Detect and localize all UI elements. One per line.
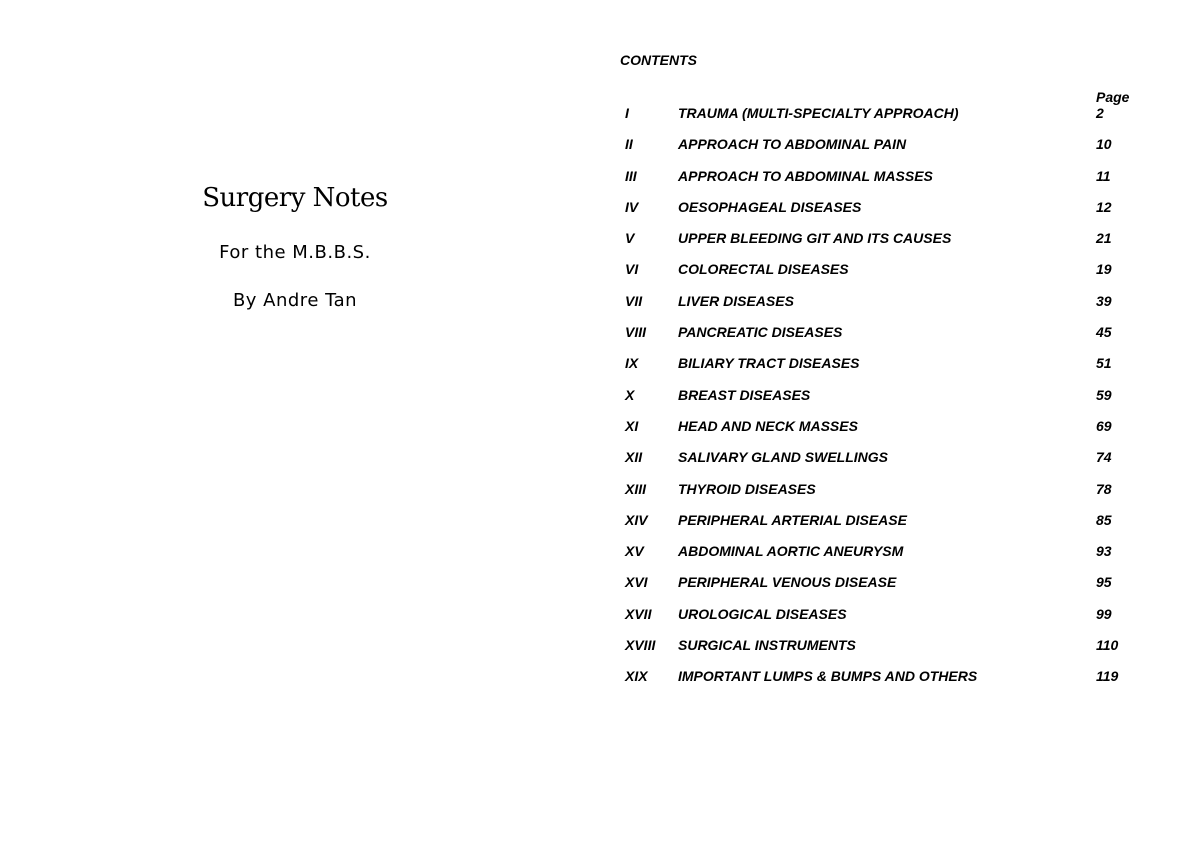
toc-entry-title: APPROACH TO ABDOMINAL PAIN (678, 136, 907, 153)
book-title: Surgery Notes (202, 183, 388, 213)
toc-entry-page: 51 (1096, 355, 1112, 372)
toc-entry-page: 21 (1096, 230, 1112, 247)
toc-entry-page: 110 (1096, 637, 1119, 654)
toc-entry-page: 74 (1096, 449, 1112, 466)
toc-entry (625, 353, 1165, 384)
toc-entry-page: 69 (1096, 417, 1112, 434)
toc-entry (625, 572, 1165, 603)
table-of-contents (625, 103, 1165, 698)
toc-entry (625, 385, 1165, 416)
toc-entry-title: PERIPHERAL ARTERIAL DISEASE (678, 511, 907, 528)
toc-entry-number: XVI (625, 574, 648, 591)
toc-entry (625, 604, 1165, 635)
toc-entry-page: 10 (1096, 136, 1112, 153)
toc-entry (625, 291, 1165, 322)
toc-entry-page: 12 (1096, 198, 1112, 215)
toc-entry-title: PANCREATIC DISEASES (678, 324, 843, 341)
toc-entry-title: SURGICAL INSTRUMENTS (678, 637, 856, 654)
toc-entry-number: I (625, 105, 629, 121)
toc-entry (625, 541, 1165, 572)
toc-entry-number: XIII (625, 480, 647, 497)
toc-entry-title: UPPER BLEEDING GIT AND ITS CAUSES (678, 230, 952, 247)
toc-entry-title: APPROACH TO ABDOMINAL MASSES (678, 167, 933, 184)
toc-entry (625, 666, 1165, 697)
toc-entry (625, 259, 1165, 290)
toc-entry-page: 95 (1096, 574, 1112, 591)
toc-entry-title: BILIARY TRACT DISEASES (678, 355, 860, 372)
toc-entry-page: 99 (1096, 605, 1112, 622)
page-column-header: Page (1096, 89, 1130, 105)
toc-entry (625, 635, 1165, 666)
toc-entry-page: 2 (1096, 105, 1104, 121)
toc-entry-number: II (625, 136, 633, 153)
toc-entry-page: 85 (1096, 511, 1112, 528)
toc-entry-title: OESOPHAGEAL DISEASES (678, 198, 862, 215)
toc-entry-number: XVII (625, 605, 652, 622)
toc-entry-page: 119 (1096, 668, 1119, 685)
toc-entry-number: III (625, 167, 637, 184)
toc-entry-number: XIX (625, 668, 648, 685)
toc-entry (625, 479, 1165, 510)
contents-heading: CONTENTS (620, 52, 697, 68)
toc-entry-page: 93 (1096, 543, 1112, 560)
toc-entry-title: LIVER DISEASES (678, 292, 794, 309)
toc-entry-title: THYROID DISEASES (678, 480, 816, 497)
toc-entry-title: SALIVARY GLAND SWELLINGS (678, 449, 889, 466)
toc-entry-title: IMPORTANT LUMPS & BUMPS AND OTHERS (678, 668, 978, 685)
toc-entry-page: 78 (1096, 480, 1112, 497)
toc-entry-number: IX (625, 355, 639, 372)
toc-entry-page: 11 (1096, 167, 1111, 184)
toc-entry (625, 103, 1165, 134)
toc-entry-number: XVIII (625, 637, 656, 654)
toc-entry-number: V (625, 230, 635, 247)
toc-entry (625, 134, 1165, 165)
toc-entry-page: 39 (1096, 292, 1112, 309)
toc-entry-number: XIV (625, 511, 648, 528)
toc-entry-title: UROLOGICAL DISEASES (678, 605, 847, 622)
toc-entry-number: XII (625, 449, 643, 466)
toc-entry-title: ABDOMINAL AORTIC ANEURYSM (678, 543, 904, 560)
toc-entry (625, 416, 1165, 447)
toc-entry-title: HEAD AND NECK MASSES (678, 417, 858, 434)
toc-entry (625, 166, 1165, 197)
book-subtitle: For the M.B.B.S. (219, 242, 371, 263)
toc-entry-title: TRAUMA (MULTI-SPECIALTY APPROACH) (678, 105, 959, 121)
toc-entry-number: VIII (625, 324, 647, 341)
toc-entry-number: VI (625, 261, 639, 278)
toc-entry (625, 447, 1165, 478)
toc-entry-number: XI (625, 417, 639, 434)
book-author: By Andre Tan (232, 290, 358, 311)
toc-entry-number: VII (625, 292, 643, 309)
toc-entry-title: PERIPHERAL VENOUS DISEASE (678, 574, 897, 591)
toc-entry-number: XV (625, 543, 644, 560)
toc-entry-page: 19 (1096, 261, 1112, 278)
toc-entry-page: 45 (1096, 324, 1112, 341)
toc-entry (625, 197, 1165, 228)
toc-entry (625, 322, 1165, 353)
toc-entry-number: IV (625, 198, 639, 215)
toc-entry-page: 59 (1096, 386, 1112, 403)
toc-entry (625, 510, 1165, 541)
toc-entry (625, 228, 1165, 259)
toc-entry-number: X (625, 386, 635, 403)
toc-entry-title: COLORECTAL DISEASES (678, 261, 849, 278)
toc-entry-title: BREAST DISEASES (678, 386, 811, 403)
